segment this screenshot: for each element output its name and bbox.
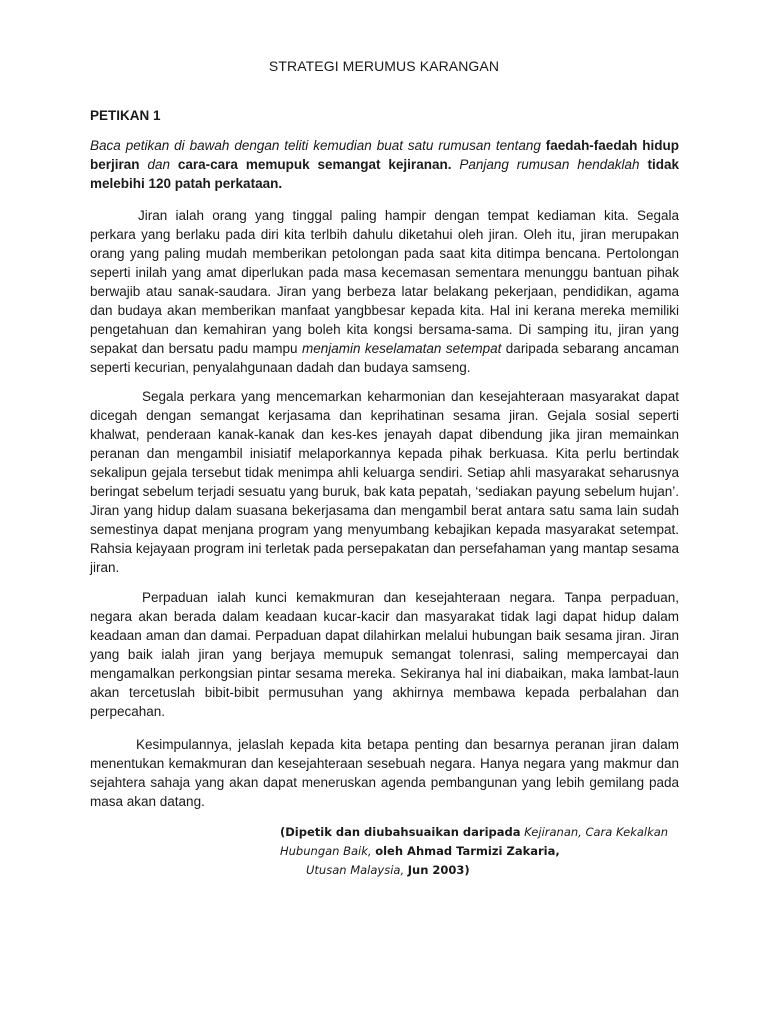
- citation-publication: Utusan Malaysia,: [306, 863, 405, 877]
- instruction-text-2: dan: [147, 157, 170, 172]
- instruction-text-1: Baca petikan di bawah dengan teliti kemudian buat satu rumusan tentang: [90, 138, 541, 153]
- citation-date: Jun 2003): [407, 863, 470, 877]
- paragraph-1-text-a: Jiran ialah orang yang tinggal paling hampir dengan tempat kediaman kita. Segala perkara yang berlaku pada diri kita terlbih dahulu diketahui oleh jiran. Oleh itu, jiran merupakan orang yang paling mudah memberikan petolongan pada saat kita ditimpa bencana. Pertolongan seperti inilah yang amat diperlukan pada masa kecemasan sementara menunggu bantuan pihak berwajib atau sanak-saudara. Jiran yang berbeza latar belakang pekerjaan, pendidikan, agama dan budaya akan memberikan manfaat yangbbesar kepada kita. Hal ini kerana mereka memiliki pengetahuan dan kemahiran yang boleh kita kongsi bersama-sama. Di samping itu, jiran yang sepakat dan bersatu padu mampu: [90, 208, 679, 356]
- instruction-topic-2: cara-cara memupuk semangat kejiranan.: [177, 157, 452, 172]
- paragraph-1: [90, 206, 679, 377]
- paragraph-2-text: Segala perkara yang mencemarkan keharmonian dan kesejahteraan masyarakat dapat dicegah dengan semangat kerjasama dan keprihatinan sesama jiran. Gejala sosial seperti khalwat, penderaan kanak-kanak dan kes-kes jenayah dapat dibendung jika jiran memainkan peranan dan mengambil inisiatif melaporkannya kepada pihak berkuasa. Kita perlu bertindak sekalipun gejala tersebut tidak menimpa ahli keluarga sendiri. Setiap ahli masyarakat seharusnya beringat sebelum terjadi sesuatu yang buruk, bak kata pepatah, ‘sediakan payung sebelum hujan’. Jiran yang hidup dalam suasana bekerjasama dan mengambil berat antara satu sama lain sudah semestinya dapat menjana program yang menyumbang kebajikan kepada masyarakat setempat. Rahsia kejayaan program ini terletak pada persepakatan dan persefahaman yang mantap sesama jiran.: [90, 389, 679, 575]
- paragraph-1-text-c: daripada sebarang ancaman seperti kecurian, penyalahgunaan dadah dan budaya samseng.: [90, 341, 679, 375]
- citation-author: oleh Ahmad Tarmizi Zakaria,: [375, 844, 560, 858]
- instruction-topic-1: faedah-faedah hidup berjiran: [90, 138, 679, 172]
- instruction-text-3: Panjang rumusan hendaklah: [459, 157, 640, 172]
- instruction-paragraph: [90, 136, 679, 193]
- paragraph-2: [90, 387, 679, 577]
- paragraph-3: [90, 588, 679, 721]
- paragraph-3-text: Perpaduan ialah kunci kemakmuran dan kesejahteraan negara. Tanpa perpaduan, negara akan berada dalam keadaan kucar-kacir dan masyarakat tidak lagi dapat hidup dalam keadaan aman dan damai. Perpaduan dapat dilahirkan melalui hubungan baik sesama jiran. Jiran yang baik ialah jiran yang berjaya memupuk semangat tolenrasi, saling mempercayai dan mengamalkan perkongsian pintar sesama mereka. Sekiranya hal ini diabaikan, maka lambat-laun akan tercetuslah bibit-bibit permusuhan yang akhirnya membawa kepada perbalahan dan perpecahan.: [90, 590, 679, 719]
- source-citation: [280, 823, 700, 880]
- paragraph-4: [90, 735, 679, 811]
- citation-prefix: (Dipetik dan diubahsuaikan daripada: [280, 825, 521, 839]
- section-heading: PETIKAN 1: [90, 108, 161, 123]
- page-title: STRATEGI MERUMUS KARANGAN: [268, 58, 500, 74]
- paragraph-4-text: Kesimpulannya, jelaslah kepada kita betapa penting dan besarnya peranan jiran dalam menentukan kemakmuran dan kesejahteraan sesebuah negara. Hanya negara yang makmur dan sejahtera sahaja yang akan dapat meneruskan agenda pembangunan yang lebih gemilang pada masa akan datang.: [90, 737, 679, 809]
- instruction-word-limit: tidak melebihi 120 patah perkataan.: [90, 157, 679, 191]
- citation-article-title: Kejiranan, Cara Kekalkan Hubungan Baik,: [280, 825, 669, 858]
- paragraph-1-emphasis: menjamin keselamatan setempat: [301, 341, 502, 356]
